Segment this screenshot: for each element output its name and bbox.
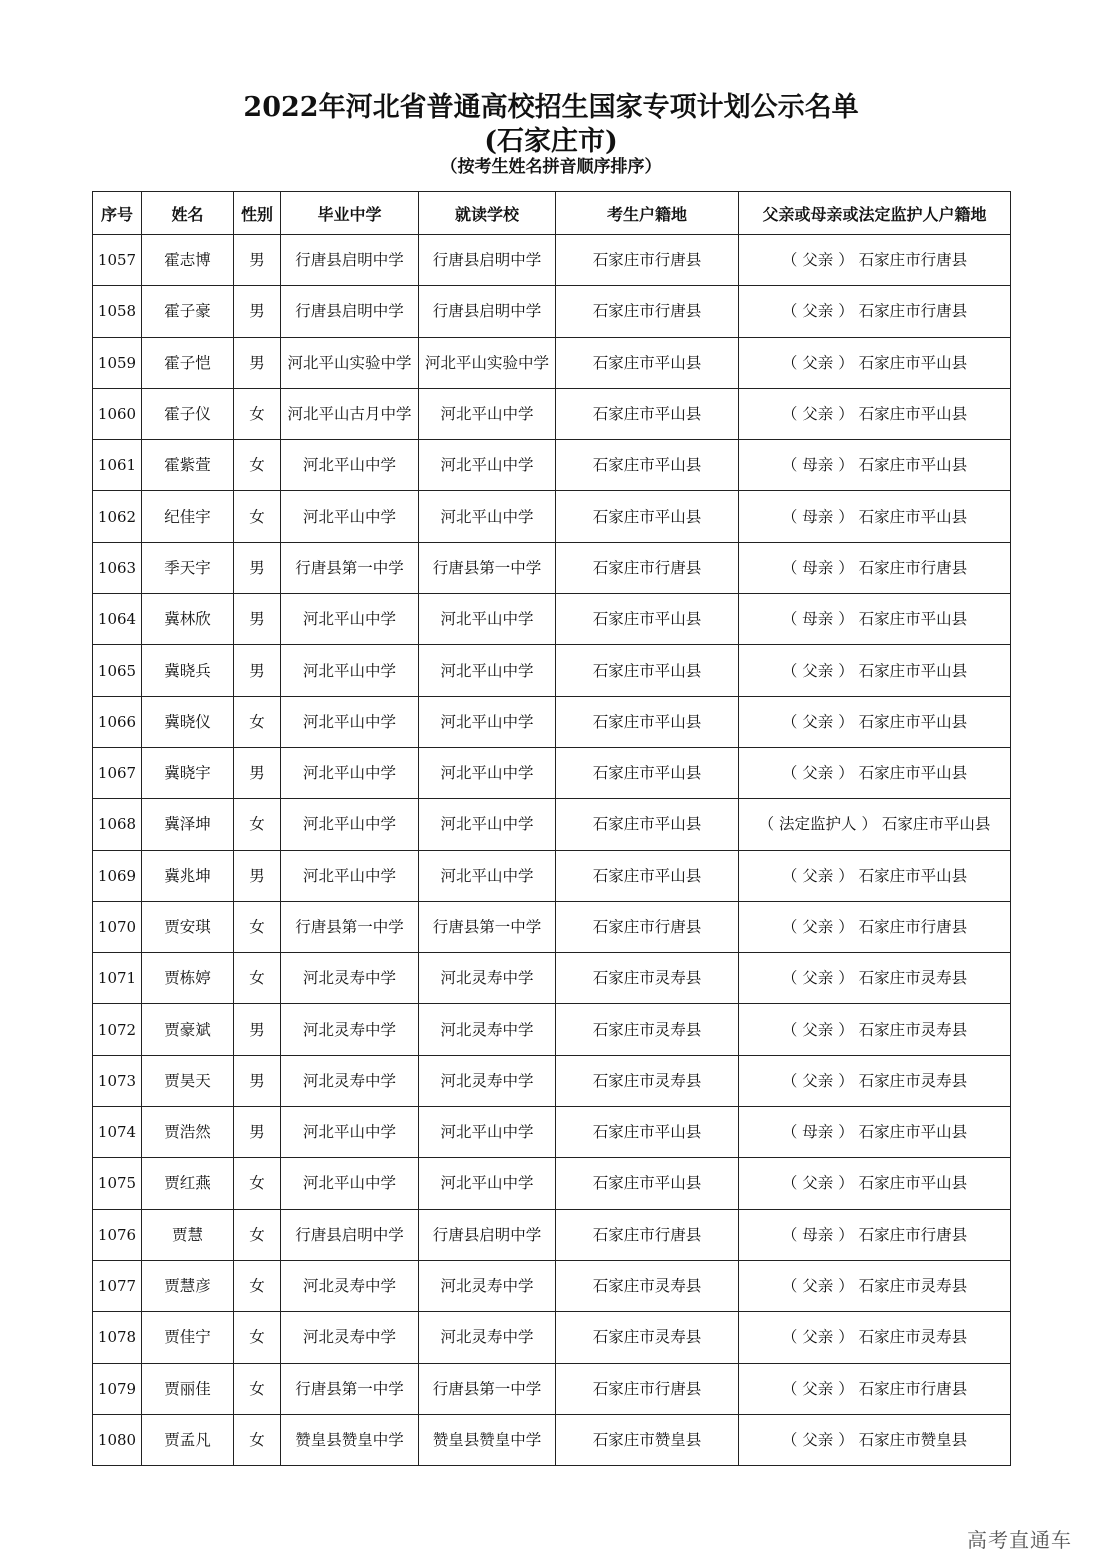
cell-name: 冀晓仪 — [142, 696, 234, 747]
cell-grad-school: 行唐县启明中学 — [281, 286, 419, 337]
cell-current-school: 河北平山中学 — [419, 1107, 556, 1158]
cell-no: 1065 — [93, 645, 142, 696]
cell-name: 季天宇 — [142, 542, 234, 593]
cell-name: 贾栋婷 — [142, 953, 234, 1004]
cell-guardian-hukou: （ 母亲 ） 石家庄市平山县 — [739, 1107, 1011, 1158]
cell-current-school: 行唐县第一中学 — [419, 1363, 556, 1414]
cell-gender: 男 — [234, 235, 281, 286]
cell-hukou: 石家庄市灵寿县 — [556, 1055, 739, 1106]
cell-hukou: 石家庄市平山县 — [556, 850, 739, 901]
cell-gender: 女 — [234, 388, 281, 439]
cell-grad-school: 赞皇县赞皇中学 — [281, 1414, 419, 1465]
column-header-guardian-hukou: 父亲或母亲或法定监护人户籍地 — [739, 192, 1011, 235]
cell-hukou: 石家庄市灵寿县 — [556, 1004, 739, 1055]
table-row — [93, 1312, 1011, 1363]
cell-hukou: 石家庄市赞皇县 — [556, 1414, 739, 1465]
page-subtitle: (石家庄市) — [484, 126, 618, 157]
cell-gender: 女 — [234, 1414, 281, 1465]
table-row — [93, 1107, 1011, 1158]
cell-no: 1062 — [93, 491, 142, 542]
cell-gender: 女 — [234, 440, 281, 491]
cell-gender: 女 — [234, 491, 281, 542]
cell-guardian-hukou: （ 母亲 ） 石家庄市平山县 — [739, 594, 1011, 645]
cell-name: 霍紫萱 — [142, 440, 234, 491]
cell-hukou: 石家庄市行唐县 — [556, 542, 739, 593]
table-row — [93, 286, 1011, 337]
column-header-name: 姓名 — [142, 192, 234, 235]
cell-current-school: 河北平山中学 — [419, 1158, 556, 1209]
cell-gender: 男 — [234, 645, 281, 696]
cell-grad-school: 行唐县启明中学 — [281, 1209, 419, 1260]
cell-gender: 女 — [234, 1158, 281, 1209]
cell-name: 贾红燕 — [142, 1158, 234, 1209]
cell-grad-school: 行唐县第一中学 — [281, 901, 419, 952]
cell-grad-school: 河北平山中学 — [281, 747, 419, 798]
cell-grad-school: 行唐县第一中学 — [281, 1363, 419, 1414]
cell-guardian-hukou: （ 父亲 ） 石家庄市灵寿县 — [739, 1312, 1011, 1363]
cell-guardian-hukou: （ 母亲 ） 石家庄市行唐县 — [739, 542, 1011, 593]
table-row — [93, 850, 1011, 901]
cell-no: 1069 — [93, 850, 142, 901]
cell-gender: 女 — [234, 799, 281, 850]
table-row — [93, 1055, 1011, 1106]
cell-hukou: 石家庄市平山县 — [556, 1107, 739, 1158]
cell-gender: 男 — [234, 747, 281, 798]
table-row — [93, 1209, 1011, 1260]
cell-guardian-hukou: （ 父亲 ） 石家庄市行唐县 — [739, 286, 1011, 337]
cell-hukou: 石家庄市平山县 — [556, 440, 739, 491]
cell-hukou: 石家庄市行唐县 — [556, 235, 739, 286]
cell-hukou: 石家庄市灵寿县 — [556, 1312, 739, 1363]
table-row — [93, 1414, 1011, 1465]
watermark-text: 高考直通车 — [967, 1528, 1072, 1552]
table-row — [93, 645, 1011, 696]
cell-grad-school: 河北灵寿中学 — [281, 1004, 419, 1055]
cell-guardian-hukou: （ 父亲 ） 石家庄市灵寿县 — [739, 1260, 1011, 1311]
cell-hukou: 石家庄市平山县 — [556, 1158, 739, 1209]
cell-no: 1064 — [93, 594, 142, 645]
cell-gender: 女 — [234, 1312, 281, 1363]
cell-gender: 男 — [234, 1004, 281, 1055]
cell-no: 1067 — [93, 747, 142, 798]
cell-hukou: 石家庄市平山县 — [556, 747, 739, 798]
cell-guardian-hukou: （ 父亲 ） 石家庄市灵寿县 — [739, 1055, 1011, 1106]
cell-no: 1058 — [93, 286, 142, 337]
cell-gender: 女 — [234, 1209, 281, 1260]
cell-no: 1076 — [93, 1209, 142, 1260]
cell-current-school: 行唐县启明中学 — [419, 1209, 556, 1260]
cell-no: 1071 — [93, 953, 142, 1004]
cell-no: 1057 — [93, 235, 142, 286]
cell-name: 冀兆坤 — [142, 850, 234, 901]
cell-hukou: 石家庄市平山县 — [556, 337, 739, 388]
cell-current-school: 河北平山中学 — [419, 594, 556, 645]
table-row — [93, 799, 1011, 850]
cell-no: 1059 — [93, 337, 142, 388]
cell-guardian-hukou: （ 父亲 ） 石家庄市平山县 — [739, 645, 1011, 696]
cell-gender: 男 — [234, 594, 281, 645]
page-title: 2022年河北省普通高校招生国家专项计划公示名单 — [243, 92, 859, 123]
column-header-hukou: 考生户籍地 — [556, 192, 739, 235]
cell-current-school: 河北平山实验中学 — [419, 337, 556, 388]
cell-no: 1075 — [93, 1158, 142, 1209]
table-row — [93, 1363, 1011, 1414]
cell-current-school: 河北灵寿中学 — [419, 1055, 556, 1106]
column-header-current-school: 就读学校 — [419, 192, 556, 235]
cell-grad-school: 河北平山中学 — [281, 440, 419, 491]
cell-current-school: 河北灵寿中学 — [419, 1312, 556, 1363]
cell-guardian-hukou: （ 父亲 ） 石家庄市行唐县 — [739, 1363, 1011, 1414]
cell-name: 冀晓宇 — [142, 747, 234, 798]
cell-current-school: 河北灵寿中学 — [419, 1260, 556, 1311]
cell-hukou: 石家庄市灵寿县 — [556, 953, 739, 1004]
cell-current-school: 河北平山中学 — [419, 440, 556, 491]
cell-guardian-hukou: （ 父亲 ） 石家庄市平山县 — [739, 388, 1011, 439]
cell-hukou: 石家庄市灵寿县 — [556, 1260, 739, 1311]
cell-guardian-hukou: （ 父亲 ） 石家庄市平山县 — [739, 696, 1011, 747]
table-row — [93, 594, 1011, 645]
table-row — [93, 696, 1011, 747]
cell-hukou: 石家庄市行唐县 — [556, 286, 739, 337]
cell-grad-school: 河北灵寿中学 — [281, 1260, 419, 1311]
cell-name: 贾昊天 — [142, 1055, 234, 1106]
cell-gender: 男 — [234, 337, 281, 388]
cell-no: 1080 — [93, 1414, 142, 1465]
table-row — [93, 440, 1011, 491]
cell-no: 1066 — [93, 696, 142, 747]
cell-name: 霍子仪 — [142, 388, 234, 439]
cell-gender: 女 — [234, 953, 281, 1004]
cell-guardian-hukou: （ 母亲 ） 石家庄市平山县 — [739, 440, 1011, 491]
cell-hukou: 石家庄市行唐县 — [556, 1363, 739, 1414]
cell-current-school: 行唐县启明中学 — [419, 235, 556, 286]
cell-guardian-hukou: （ 父亲 ） 石家庄市平山县 — [739, 850, 1011, 901]
cell-name: 霍子豪 — [142, 286, 234, 337]
cell-current-school: 河北平山中学 — [419, 388, 556, 439]
cell-current-school: 河北平山中学 — [419, 747, 556, 798]
cell-no: 1077 — [93, 1260, 142, 1311]
cell-hukou: 石家庄市平山县 — [556, 799, 739, 850]
cell-no: 1070 — [93, 901, 142, 952]
cell-current-school: 河北平山中学 — [419, 850, 556, 901]
cell-grad-school: 河北平山中学 — [281, 696, 419, 747]
cell-no: 1078 — [93, 1312, 142, 1363]
cell-gender: 男 — [234, 286, 281, 337]
column-header-grad-school: 毕业中学 — [281, 192, 419, 235]
cell-gender: 女 — [234, 1260, 281, 1311]
cell-grad-school: 河北灵寿中学 — [281, 1055, 419, 1106]
cell-guardian-hukou: （ 法定监护人 ） 石家庄市平山县 — [739, 799, 1011, 850]
cell-gender: 女 — [234, 696, 281, 747]
cell-grad-school: 河北平山中学 — [281, 491, 419, 542]
cell-gender: 男 — [234, 1107, 281, 1158]
table-header-row — [93, 192, 1011, 235]
table-row — [93, 1158, 1011, 1209]
cell-guardian-hukou: （ 母亲 ） 石家庄市平山县 — [739, 491, 1011, 542]
cell-name: 贾豪斌 — [142, 1004, 234, 1055]
cell-guardian-hukou: （ 父亲 ） 石家庄市平山县 — [739, 1158, 1011, 1209]
cell-hukou: 石家庄市平山县 — [556, 696, 739, 747]
cell-grad-school: 河北平山中学 — [281, 1158, 419, 1209]
cell-gender: 女 — [234, 1363, 281, 1414]
cell-no: 1072 — [93, 1004, 142, 1055]
student-list-table — [92, 191, 1011, 1466]
cell-guardian-hukou: （ 父亲 ） 石家庄市平山县 — [739, 747, 1011, 798]
cell-no: 1073 — [93, 1055, 142, 1106]
cell-grad-school: 河北平山实验中学 — [281, 337, 419, 388]
cell-current-school: 河北平山中学 — [419, 645, 556, 696]
cell-gender: 女 — [234, 901, 281, 952]
cell-guardian-hukou: （ 父亲 ） 石家庄市平山县 — [739, 337, 1011, 388]
cell-gender: 男 — [234, 542, 281, 593]
cell-current-school: 河北平山中学 — [419, 491, 556, 542]
column-header-no: 序号 — [93, 192, 142, 235]
cell-gender: 男 — [234, 850, 281, 901]
cell-hukou: 石家庄市平山县 — [556, 491, 739, 542]
cell-no: 1074 — [93, 1107, 142, 1158]
cell-guardian-hukou: （ 父亲 ） 石家庄市行唐县 — [739, 901, 1011, 952]
cell-no: 1068 — [93, 799, 142, 850]
cell-grad-school: 河北平山中学 — [281, 645, 419, 696]
cell-current-school: 河北平山中学 — [419, 696, 556, 747]
cell-no: 1063 — [93, 542, 142, 593]
cell-name: 贾浩然 — [142, 1107, 234, 1158]
cell-guardian-hukou: （ 父亲 ） 石家庄市灵寿县 — [739, 953, 1011, 1004]
table-row — [93, 901, 1011, 952]
cell-no: 1079 — [93, 1363, 142, 1414]
cell-name: 贾慧 — [142, 1209, 234, 1260]
cell-current-school: 行唐县第一中学 — [419, 542, 556, 593]
cell-hukou: 石家庄市行唐县 — [556, 901, 739, 952]
cell-name: 纪佳宇 — [142, 491, 234, 542]
cell-grad-school: 行唐县启明中学 — [281, 235, 419, 286]
cell-name: 霍志博 — [142, 235, 234, 286]
cell-grad-school: 河北灵寿中学 — [281, 953, 419, 1004]
cell-name: 贾安琪 — [142, 901, 234, 952]
table-row — [93, 337, 1011, 388]
cell-name: 贾佳宁 — [142, 1312, 234, 1363]
cell-current-school: 河北灵寿中学 — [419, 1004, 556, 1055]
cell-current-school: 河北平山中学 — [419, 799, 556, 850]
cell-name: 冀林欣 — [142, 594, 234, 645]
table-row — [93, 235, 1011, 286]
table-row — [93, 747, 1011, 798]
cell-hukou: 石家庄市平山县 — [556, 645, 739, 696]
cell-guardian-hukou: （ 父亲 ） 石家庄市行唐县 — [739, 235, 1011, 286]
cell-guardian-hukou: （ 母亲 ） 石家庄市行唐县 — [739, 1209, 1011, 1260]
cell-name: 冀泽坤 — [142, 799, 234, 850]
cell-current-school: 行唐县第一中学 — [419, 901, 556, 952]
cell-grad-school: 河北平山中学 — [281, 850, 419, 901]
table-row — [93, 1260, 1011, 1311]
cell-name: 冀晓兵 — [142, 645, 234, 696]
cell-current-school: 河北灵寿中学 — [419, 953, 556, 1004]
table-row — [93, 388, 1011, 439]
sort-note: （按考生姓名拼音顺序排序） — [440, 157, 662, 177]
cell-name: 贾丽佳 — [142, 1363, 234, 1414]
cell-guardian-hukou: （ 父亲 ） 石家庄市灵寿县 — [739, 1004, 1011, 1055]
table-row — [93, 491, 1011, 542]
cell-name: 贾慧彦 — [142, 1260, 234, 1311]
cell-grad-school: 河北平山中学 — [281, 799, 419, 850]
cell-no: 1060 — [93, 388, 142, 439]
cell-current-school: 赞皇县赞皇中学 — [419, 1414, 556, 1465]
cell-guardian-hukou: （ 父亲 ） 石家庄市赞皇县 — [739, 1414, 1011, 1465]
column-header-gender: 性别 — [234, 192, 281, 235]
table-row — [93, 1004, 1011, 1055]
cell-hukou: 石家庄市平山县 — [556, 388, 739, 439]
cell-gender: 男 — [234, 1055, 281, 1106]
cell-name: 霍子恺 — [142, 337, 234, 388]
cell-hukou: 石家庄市平山县 — [556, 594, 739, 645]
cell-grad-school: 河北平山古月中学 — [281, 388, 419, 439]
cell-grad-school: 河北平山中学 — [281, 1107, 419, 1158]
cell-name: 贾孟凡 — [142, 1414, 234, 1465]
table-row — [93, 953, 1011, 1004]
cell-grad-school: 河北平山中学 — [281, 594, 419, 645]
cell-grad-school: 河北灵寿中学 — [281, 1312, 419, 1363]
table-row — [93, 542, 1011, 593]
cell-grad-school: 行唐县第一中学 — [281, 542, 419, 593]
cell-hukou: 石家庄市行唐县 — [556, 1209, 739, 1260]
cell-no: 1061 — [93, 440, 142, 491]
cell-current-school: 行唐县启明中学 — [419, 286, 556, 337]
